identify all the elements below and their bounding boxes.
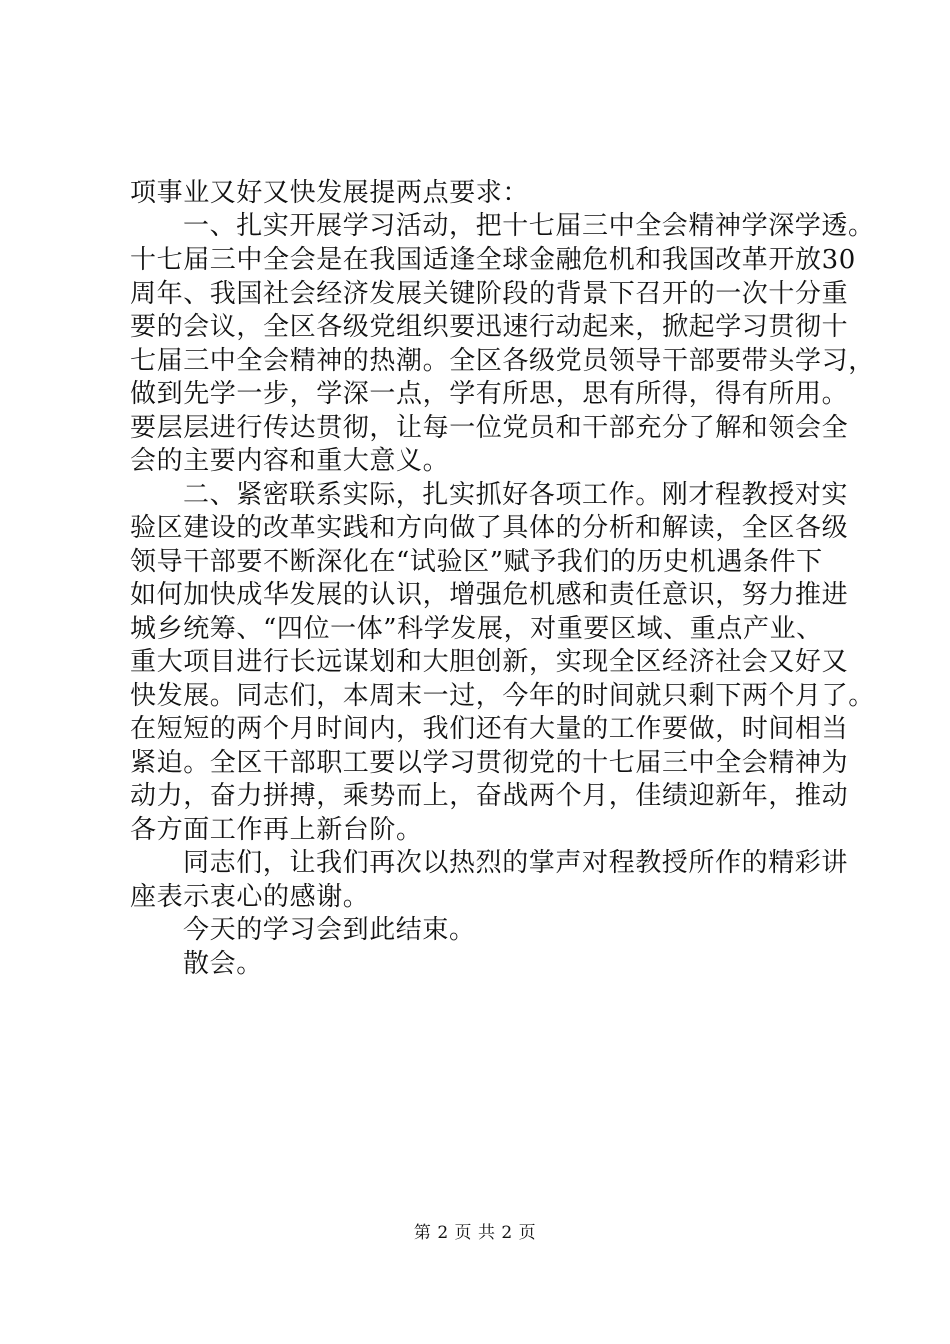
text-line: 要层层进行传达贯彻，让每一位党员和干部充分了解和领会全: [130, 413, 849, 443]
text-line: 会的主要内容和重大意义。: [130, 446, 450, 476]
text-line: 如何加快成华发展的认识，增强危机感和责任意识，努力推进: [130, 580, 849, 610]
text-line: 一、扎实开展学习活动，把十七届三中全会精神学深学透。: [183, 211, 875, 241]
text-line: 座表示衷心的感谢。: [130, 882, 370, 912]
text-line: 紧迫。全区干部职工要以学习贯彻党的十七届三中全会精神为: [130, 748, 849, 778]
text-line: 要的会议，全区各级党组织要迅速行动起来，掀起学习贯彻十: [130, 312, 849, 342]
text-line: 快发展。同志们，本周末一过，今年的时间就只剩下两个月了。: [130, 681, 875, 711]
text-line: 周年、我国社会经济发展关键阶段的背景下召开的一次十分重: [130, 279, 849, 309]
text-line: 领导干部要不断深化在“试验区”赋予我们的历史机遇条件下: [130, 547, 823, 577]
text-line: 今天的学习会到此结束。: [183, 915, 476, 945]
text-line: 做到先学一步，学深一点，学有所思，思有所得，得有所用。: [130, 379, 849, 409]
text-line: 验区建设的改革实践和方向做了具体的分析和解读，全区各级: [130, 513, 849, 543]
text-line: 在短短的两个月时间内，我们还有大量的工作要做，时间相当: [130, 714, 849, 744]
text-line: 重大项目进行长远谋划和大胆创新，实现全区经济社会又好又: [130, 647, 849, 677]
text-line: 动力，奋力拼搏，乘势而上，奋战两个月，佳绩迎新年，推动: [130, 781, 849, 811]
text-line: 七届三中全会精神的热潮。全区各级党员领导干部要带头学习，: [130, 346, 875, 376]
text-line: 各方面工作再上新台阶。: [130, 815, 423, 845]
text-line: 城乡统筹、“四位一体”科学发展，对重要区域、重点产业、: [130, 614, 823, 644]
text-line: 散会。: [183, 949, 263, 979]
text-line: 二、紧密联系实际，扎实抓好各项工作。刚才程教授对实: [183, 480, 849, 510]
page-number-footer: 第 2 页 共 2 页: [413, 1223, 537, 1243]
text-line: 项事业又好又快发展提两点要求：: [130, 178, 530, 208]
text-line: 十七届三中全会是在我国适逢全球金融危机和我国改革开放30: [130, 245, 856, 275]
text-line: 同志们，让我们再次以热烈的掌声对程教授所作的精彩讲: [183, 848, 849, 878]
